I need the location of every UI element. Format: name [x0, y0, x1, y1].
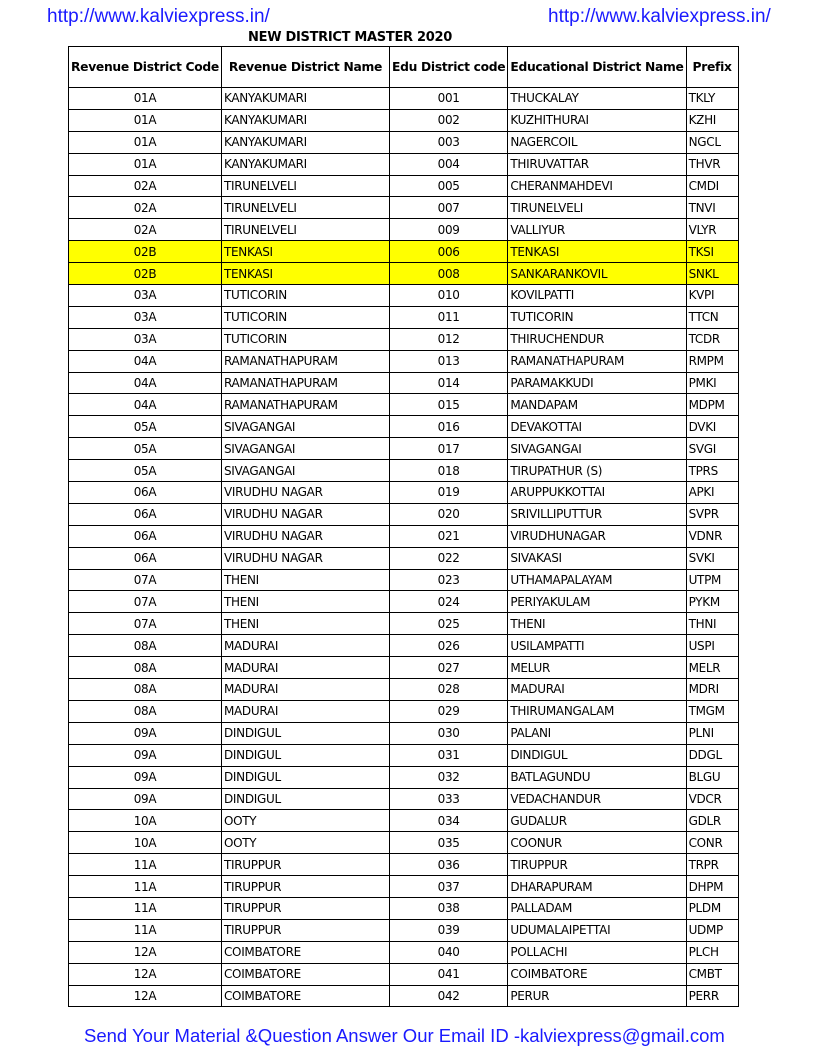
- cell-edu-code: 040: [389, 941, 507, 963]
- cell-prefix: TMGM: [686, 700, 738, 722]
- cell-edu-name: THENI: [508, 613, 686, 635]
- col-educational-district-name: Educational District Name: [508, 47, 686, 88]
- cell-prefix: UTPM: [686, 569, 738, 591]
- table-row: [69, 941, 739, 963]
- cell-prefix: MDRI: [686, 679, 738, 701]
- cell-revenue-name: KANYAKUMARI: [221, 109, 389, 131]
- cell-prefix: MELR: [686, 657, 738, 679]
- cell-revenue-code: 11A: [69, 854, 222, 876]
- cell-edu-code: 027: [389, 657, 507, 679]
- cell-revenue-name: MADURAI: [221, 657, 389, 679]
- table-row: [69, 613, 739, 635]
- cell-edu-code: 026: [389, 635, 507, 657]
- cell-prefix: VDCR: [686, 788, 738, 810]
- cell-revenue-code: 09A: [69, 722, 222, 744]
- cell-prefix: VLYR: [686, 219, 738, 241]
- cell-revenue-code: 05A: [69, 460, 222, 482]
- cell-prefix: CMDI: [686, 175, 738, 197]
- cell-edu-code: 032: [389, 766, 507, 788]
- cell-revenue-code: 02B: [69, 263, 222, 285]
- table-row: [69, 219, 739, 241]
- cell-revenue-name: TENKASI: [221, 263, 389, 285]
- table-row: [69, 963, 739, 985]
- cell-revenue-name: TUTICORIN: [221, 285, 389, 307]
- cell-edu-code: 007: [389, 197, 507, 219]
- cell-prefix: TTCN: [686, 306, 738, 328]
- site-link-left[interactable]: http://www.kalviexpress.in/: [47, 6, 270, 27]
- table-row: [69, 482, 739, 504]
- cell-edu-name: BATLAGUNDU: [508, 766, 686, 788]
- cell-edu-name: THIRUVATTAR: [508, 153, 686, 175]
- cell-edu-code: 005: [389, 175, 507, 197]
- cell-revenue-code: 08A: [69, 657, 222, 679]
- cell-revenue-name: TIRUPPUR: [221, 876, 389, 898]
- cell-revenue-name: VIRUDHU NAGAR: [221, 482, 389, 504]
- cell-edu-name: TIRUPPUR: [508, 854, 686, 876]
- cell-revenue-code: 01A: [69, 131, 222, 153]
- cell-edu-name: TENKASI: [508, 241, 686, 263]
- cell-edu-name: TIRUNELVELI: [508, 197, 686, 219]
- cell-edu-code: 025: [389, 613, 507, 635]
- table-row: [69, 416, 739, 438]
- cell-edu-code: 020: [389, 503, 507, 525]
- cell-revenue-name: MADURAI: [221, 700, 389, 722]
- cell-edu-name: THIRUCHENDUR: [508, 328, 686, 350]
- cell-edu-code: 034: [389, 810, 507, 832]
- table-row: [69, 460, 739, 482]
- table-row: [69, 175, 739, 197]
- table-row: [69, 854, 739, 876]
- cell-edu-name: UDUMALAIPETTAI: [508, 919, 686, 941]
- cell-revenue-name: KANYAKUMARI: [221, 153, 389, 175]
- cell-edu-name: KUZHITHURAI: [508, 109, 686, 131]
- cell-revenue-code: 10A: [69, 832, 222, 854]
- cell-revenue-code: 12A: [69, 963, 222, 985]
- cell-revenue-name: TUTICORIN: [221, 328, 389, 350]
- cell-edu-name: DINDIGUL: [508, 744, 686, 766]
- cell-edu-name: TUTICORIN: [508, 306, 686, 328]
- cell-revenue-name: DINDIGUL: [221, 722, 389, 744]
- cell-prefix: UDMP: [686, 919, 738, 941]
- cell-revenue-code: 08A: [69, 700, 222, 722]
- col-revenue-district-name: Revenue District Name: [221, 47, 389, 88]
- cell-revenue-name: THENI: [221, 613, 389, 635]
- cell-prefix: KZHI: [686, 109, 738, 131]
- cell-prefix: TKSI: [686, 241, 738, 263]
- cell-revenue-name: THENI: [221, 569, 389, 591]
- cell-prefix: RMPM: [686, 350, 738, 372]
- cell-revenue-name: RAMANATHAPURAM: [221, 350, 389, 372]
- cell-edu-code: 023: [389, 569, 507, 591]
- cell-edu-code: 038: [389, 897, 507, 919]
- cell-revenue-code: 02A: [69, 197, 222, 219]
- table-row: [69, 832, 739, 854]
- cell-prefix: TNVI: [686, 197, 738, 219]
- cell-prefix: SNKL: [686, 263, 738, 285]
- cell-edu-code: 037: [389, 876, 507, 898]
- cell-edu-name: NAGERCOIL: [508, 131, 686, 153]
- cell-revenue-code: 03A: [69, 285, 222, 307]
- cell-revenue-name: TIRUPPUR: [221, 854, 389, 876]
- cell-revenue-code: 08A: [69, 679, 222, 701]
- cell-revenue-code: 02B: [69, 241, 222, 263]
- cell-revenue-code: 12A: [69, 985, 222, 1007]
- cell-prefix: VDNR: [686, 525, 738, 547]
- cell-prefix: TRPR: [686, 854, 738, 876]
- cell-edu-name: SRIVILLIPUTTUR: [508, 503, 686, 525]
- table-row: [69, 372, 739, 394]
- cell-revenue-code: 05A: [69, 438, 222, 460]
- cell-edu-code: 012: [389, 328, 507, 350]
- cell-revenue-name: TIRUPPUR: [221, 897, 389, 919]
- cell-revenue-code: 11A: [69, 919, 222, 941]
- cell-edu-code: 030: [389, 722, 507, 744]
- cell-revenue-name: COIMBATORE: [221, 985, 389, 1007]
- table-row: [69, 131, 739, 153]
- cell-revenue-code: 09A: [69, 788, 222, 810]
- table-row: [69, 591, 739, 613]
- cell-prefix: SVPR: [686, 503, 738, 525]
- cell-edu-name: VEDACHANDUR: [508, 788, 686, 810]
- cell-edu-name: POLLACHI: [508, 941, 686, 963]
- col-prefix: Prefix: [686, 47, 738, 88]
- cell-edu-code: 003: [389, 131, 507, 153]
- cell-edu-code: 018: [389, 460, 507, 482]
- cell-prefix: BLGU: [686, 766, 738, 788]
- cell-edu-name: SANKARANKOVIL: [508, 263, 686, 285]
- cell-edu-code: 022: [389, 547, 507, 569]
- table-row: [69, 525, 739, 547]
- table-row: [69, 263, 739, 285]
- table-row: [69, 657, 739, 679]
- cell-edu-code: 039: [389, 919, 507, 941]
- cell-edu-name: ARUPPUKKOTTAI: [508, 482, 686, 504]
- cell-revenue-code: 07A: [69, 591, 222, 613]
- table-row: [69, 722, 739, 744]
- cell-prefix: CMBT: [686, 963, 738, 985]
- cell-revenue-code: 01A: [69, 153, 222, 175]
- cell-revenue-name: DINDIGUL: [221, 788, 389, 810]
- cell-prefix: DVKI: [686, 416, 738, 438]
- cell-edu-name: RAMANATHAPURAM: [508, 350, 686, 372]
- cell-edu-code: 014: [389, 372, 507, 394]
- cell-edu-code: 002: [389, 109, 507, 131]
- cell-edu-code: 033: [389, 788, 507, 810]
- cell-edu-name: TIRUPATHUR (S): [508, 460, 686, 482]
- table-row: [69, 547, 739, 569]
- cell-revenue-code: 09A: [69, 766, 222, 788]
- cell-revenue-name: DINDIGUL: [221, 766, 389, 788]
- table-row: [69, 241, 739, 263]
- cell-edu-name: VIRUDHUNAGAR: [508, 525, 686, 547]
- cell-revenue-code: 01A: [69, 88, 222, 110]
- table-row: [69, 306, 739, 328]
- cell-revenue-code: 06A: [69, 482, 222, 504]
- cell-revenue-code: 03A: [69, 328, 222, 350]
- cell-revenue-code: 11A: [69, 876, 222, 898]
- cell-edu-name: PERUR: [508, 985, 686, 1007]
- col-revenue-district-code: Revenue District Code: [69, 47, 222, 88]
- cell-revenue-name: THENI: [221, 591, 389, 613]
- table-row: [69, 635, 739, 657]
- cell-edu-code: 008: [389, 263, 507, 285]
- cell-prefix: SVKI: [686, 547, 738, 569]
- cell-revenue-name: VIRUDHU NAGAR: [221, 503, 389, 525]
- cell-edu-name: VALLIYUR: [508, 219, 686, 241]
- cell-revenue-name: RAMANATHAPURAM: [221, 394, 389, 416]
- cell-edu-code: 016: [389, 416, 507, 438]
- cell-edu-code: 042: [389, 985, 507, 1007]
- cell-prefix: SVGI: [686, 438, 738, 460]
- cell-edu-code: 013: [389, 350, 507, 372]
- cell-prefix: DHPM: [686, 876, 738, 898]
- table-row: [69, 197, 739, 219]
- cell-revenue-code: 07A: [69, 569, 222, 591]
- cell-revenue-name: TUTICORIN: [221, 306, 389, 328]
- cell-edu-name: THUCKALAY: [508, 88, 686, 110]
- cell-prefix: PERR: [686, 985, 738, 1007]
- cell-revenue-name: COIMBATORE: [221, 941, 389, 963]
- cell-revenue-name: KANYAKUMARI: [221, 131, 389, 153]
- cell-revenue-code: 03A: [69, 306, 222, 328]
- district-table: [68, 46, 739, 1007]
- table-row: [69, 109, 739, 131]
- cell-prefix: TPRS: [686, 460, 738, 482]
- cell-revenue-name: SIVAGANGAI: [221, 438, 389, 460]
- cell-prefix: APKI: [686, 482, 738, 504]
- cell-edu-name: DEVAKOTTAI: [508, 416, 686, 438]
- cell-edu-code: 035: [389, 832, 507, 854]
- cell-revenue-name: MADURAI: [221, 635, 389, 657]
- cell-revenue-name: TIRUPPUR: [221, 919, 389, 941]
- cell-prefix: THNI: [686, 613, 738, 635]
- cell-revenue-code: 02A: [69, 219, 222, 241]
- cell-edu-name: PALLADAM: [508, 897, 686, 919]
- cell-prefix: GDLR: [686, 810, 738, 832]
- cell-revenue-name: TIRUNELVELI: [221, 219, 389, 241]
- cell-edu-name: THIRUMANGALAM: [508, 700, 686, 722]
- cell-revenue-name: DINDIGUL: [221, 744, 389, 766]
- cell-revenue-code: 04A: [69, 394, 222, 416]
- table-row: [69, 788, 739, 810]
- cell-revenue-code: 06A: [69, 525, 222, 547]
- cell-revenue-code: 05A: [69, 416, 222, 438]
- table-row: [69, 503, 739, 525]
- cell-revenue-code: 02A: [69, 175, 222, 197]
- table-row: [69, 438, 739, 460]
- cell-revenue-code: 01A: [69, 109, 222, 131]
- cell-edu-name: UTHAMAPALAYAM: [508, 569, 686, 591]
- cell-edu-name: SIVAGANGAI: [508, 438, 686, 460]
- cell-prefix: USPI: [686, 635, 738, 657]
- cell-prefix: PYKM: [686, 591, 738, 613]
- table-row: [69, 350, 739, 372]
- cell-edu-code: 041: [389, 963, 507, 985]
- cell-prefix: CONR: [686, 832, 738, 854]
- cell-edu-code: 004: [389, 153, 507, 175]
- cell-edu-code: 001: [389, 88, 507, 110]
- cell-edu-name: DHARAPURAM: [508, 876, 686, 898]
- cell-edu-name: GUDALUR: [508, 810, 686, 832]
- table-row: [69, 328, 739, 350]
- cell-revenue-code: 04A: [69, 350, 222, 372]
- cell-edu-name: USILAMPATTI: [508, 635, 686, 657]
- cell-revenue-code: 04A: [69, 372, 222, 394]
- cell-edu-name: CHERANMAHDEVI: [508, 175, 686, 197]
- cell-revenue-name: OOTY: [221, 832, 389, 854]
- cell-edu-code: 028: [389, 679, 507, 701]
- cell-revenue-name: RAMANATHAPURAM: [221, 372, 389, 394]
- cell-edu-code: 006: [389, 241, 507, 263]
- document-title: NEW DISTRICT MASTER 2020: [248, 30, 452, 45]
- cell-revenue-code: 10A: [69, 810, 222, 832]
- cell-prefix: KVPI: [686, 285, 738, 307]
- site-link-right[interactable]: http://www.kalviexpress.in/: [548, 6, 771, 27]
- cell-revenue-name: SIVAGANGAI: [221, 416, 389, 438]
- cell-revenue-name: OOTY: [221, 810, 389, 832]
- table-row: [69, 700, 739, 722]
- cell-edu-name: PERIYAKULAM: [508, 591, 686, 613]
- cell-edu-name: PARAMAKKUDI: [508, 372, 686, 394]
- col-edu-district-code: Edu District code: [389, 47, 507, 88]
- cell-revenue-name: COIMBATORE: [221, 963, 389, 985]
- cell-revenue-name: VIRUDHU NAGAR: [221, 525, 389, 547]
- cell-prefix: PLCH: [686, 941, 738, 963]
- cell-edu-name: MANDAPAM: [508, 394, 686, 416]
- table-header-row: [69, 47, 739, 88]
- cell-edu-code: 010: [389, 285, 507, 307]
- cell-edu-code: 011: [389, 306, 507, 328]
- table-row: [69, 744, 739, 766]
- table-row: [69, 153, 739, 175]
- cell-edu-code: 036: [389, 854, 507, 876]
- table-row: [69, 285, 739, 307]
- cell-prefix: TKLY: [686, 88, 738, 110]
- cell-edu-name: COONUR: [508, 832, 686, 854]
- table-row: [69, 88, 739, 110]
- cell-revenue-code: 09A: [69, 744, 222, 766]
- cell-edu-code: 024: [389, 591, 507, 613]
- table-row: [69, 985, 739, 1007]
- cell-edu-code: 017: [389, 438, 507, 460]
- cell-revenue-code: 07A: [69, 613, 222, 635]
- table-row: [69, 569, 739, 591]
- cell-prefix: DDGL: [686, 744, 738, 766]
- cell-edu-name: COIMBATORE: [508, 963, 686, 985]
- footer-email-note: Send Your Material &Question Answer Our Email ID -kalviexpress@gmail.com: [84, 1025, 725, 1046]
- table-row: [69, 394, 739, 416]
- cell-revenue-name: VIRUDHU NAGAR: [221, 547, 389, 569]
- cell-edu-code: 031: [389, 744, 507, 766]
- cell-edu-code: 021: [389, 525, 507, 547]
- table-row: [69, 919, 739, 941]
- cell-prefix: PLDM: [686, 897, 738, 919]
- table-row: [69, 876, 739, 898]
- cell-edu-name: SIVAKASI: [508, 547, 686, 569]
- cell-revenue-name: KANYAKUMARI: [221, 88, 389, 110]
- cell-prefix: NGCL: [686, 131, 738, 153]
- cell-revenue-code: 06A: [69, 547, 222, 569]
- cell-edu-code: 029: [389, 700, 507, 722]
- cell-revenue-name: TIRUNELVELI: [221, 197, 389, 219]
- cell-revenue-code: 11A: [69, 897, 222, 919]
- table-row: [69, 810, 739, 832]
- table-row: [69, 679, 739, 701]
- cell-edu-name: MELUR: [508, 657, 686, 679]
- cell-prefix: MDPM: [686, 394, 738, 416]
- cell-prefix: PLNI: [686, 722, 738, 744]
- cell-revenue-code: 08A: [69, 635, 222, 657]
- cell-edu-name: PALANI: [508, 722, 686, 744]
- cell-prefix: THVR: [686, 153, 738, 175]
- cell-revenue-name: TIRUNELVELI: [221, 175, 389, 197]
- cell-prefix: PMKI: [686, 372, 738, 394]
- table-row: [69, 897, 739, 919]
- cell-revenue-code: 12A: [69, 941, 222, 963]
- table-row: [69, 766, 739, 788]
- cell-revenue-name: MADURAI: [221, 679, 389, 701]
- cell-edu-code: 009: [389, 219, 507, 241]
- cell-revenue-name: TENKASI: [221, 241, 389, 263]
- cell-edu-name: MADURAI: [508, 679, 686, 701]
- cell-prefix: TCDR: [686, 328, 738, 350]
- cell-edu-code: 019: [389, 482, 507, 504]
- cell-revenue-code: 06A: [69, 503, 222, 525]
- cell-edu-code: 015: [389, 394, 507, 416]
- cell-revenue-name: SIVAGANGAI: [221, 460, 389, 482]
- cell-edu-name: KOVILPATTI: [508, 285, 686, 307]
